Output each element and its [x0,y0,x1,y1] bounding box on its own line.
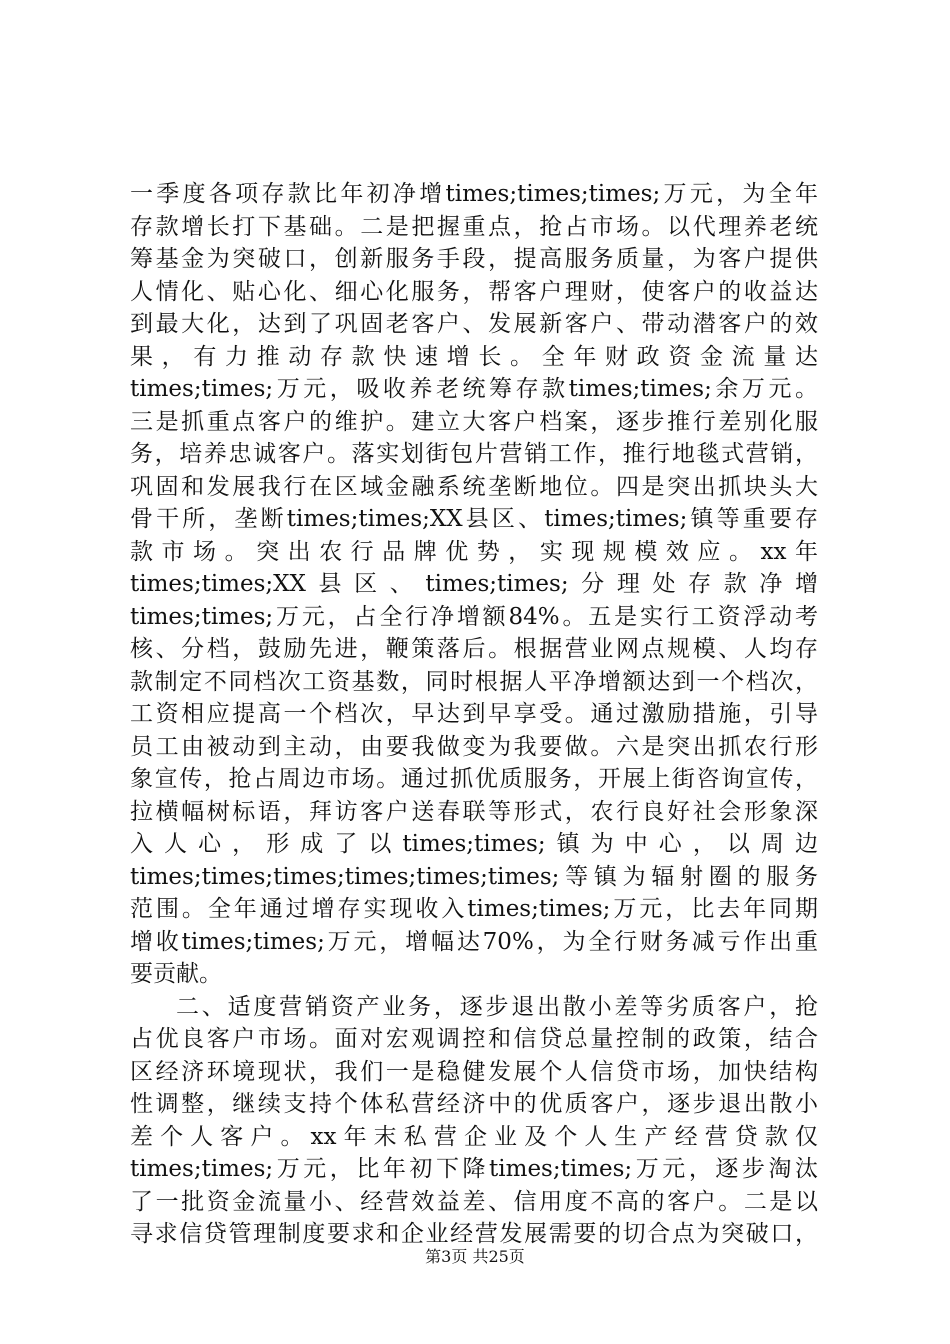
text-line: 二、适度营销资产业务，逐步退出散小差等劣质客户，抢 [176,993,818,1020]
text-line: 入人心，形成了以times;times;镇为中心，以周边 [130,831,818,857]
text-line: 到最大化，达到了巩固老客户、发展新客户、带动潜客户的效 [130,311,818,337]
text-line: 员工由被动到主动，由要我做变为我要做。六是突出抓农行形 [130,733,818,760]
text-line: 性调整，继续支持个体私营经济中的优质客户，逐步退出散小 [130,1091,818,1117]
text-line: 一季度各项存款比年初净增times;times;times;万元，为全年 [130,181,818,207]
text-line: 核、分档，鼓励先进，鞭策落后。根据营业网点规模、人均存 [130,636,818,662]
text-line: 款制定不同档次工资基数，同时根据人平净增额达到一个档次， [130,668,818,695]
text-line: times;times;万元，吸收养老统筹存款times;times;余万元。 [130,376,818,402]
text-line: times;times;times;times;times;times;等镇为辐射圈的服务 [130,863,818,890]
text-line: 人情化、贴心化、细心化服务，帮客户理财，使客户的收益达 [130,278,818,305]
text-line: 三是抓重点客户的维护。建立大客户档案，逐步推行差别化服 [130,408,818,435]
text-line: 增收times;times;万元，增幅达70%，为全行财务减亏作出重 [130,928,818,955]
text-line: 果，有力推动存款快速增长。全年财政资金流量达 [130,343,818,370]
text-line: 象宣传，抢占周边市场。通过抓优质服务，开展上街咨询宣传， [130,766,818,792]
page-number-footer: 第3页 共25页 [425,1247,525,1266]
text-line: times;times;万元，占全行净增额84%。五是实行工资浮动考 [130,603,818,630]
text-line: 占优良客户市场。面对宏观调控和信贷总量控制的政策，结合 [130,1026,818,1052]
text-line: times;times;万元，比年初下降times;times;万元，逐步淘汰 [130,1156,818,1182]
text-line: 筹基金为突破口，创新服务手段，提高服务质量，为客户提供 [130,246,818,272]
text-line: 范围。全年通过增存实现收入times;times;万元，比去年同期 [130,896,818,922]
body-text [130,178,818,1251]
text-line: 存款增长打下基础。二是把握重点，抢占市场。以代理养老统 [130,213,818,240]
text-line: 寻求信贷管理制度要求和企业经营发展需要的切合点为突破口， [130,1221,818,1247]
text-line: 务，培养忠诚客户。落实划街包片营销工作，推行地毯式营销， [130,441,818,467]
text-line: 巩固和发展我行在区域金融系统垄断地位。四是突出抓块头大 [130,473,818,500]
text-line: 要贡献。 [130,961,222,987]
text-line: times;times;XX县区、times;times;分理处存款净增 [130,571,818,597]
text-line: 工资相应提高一个档次，早达到早享受。通过激励措施，引导 [130,701,818,727]
text-line: 差个人客户。xx年末私营企业及个人生产经营贷款仅 [130,1123,818,1150]
text-line: 款市场。突出农行品牌优势，实现规模效应。xx年 [130,538,818,565]
text-line: 了一批资金流量小、经营效益差、信用度不高的客户。二是以 [130,1188,818,1215]
text-line: 拉横幅树标语，拜访客户送春联等形式，农行良好社会形象深 [130,798,818,825]
text-line: 区经济环境现状，我们一是稳健发展个人信贷市场，加快结构 [130,1058,818,1085]
text-line: 骨干所，垄断times;times;XX县区、times;times;镇等重要存 [130,506,818,532]
